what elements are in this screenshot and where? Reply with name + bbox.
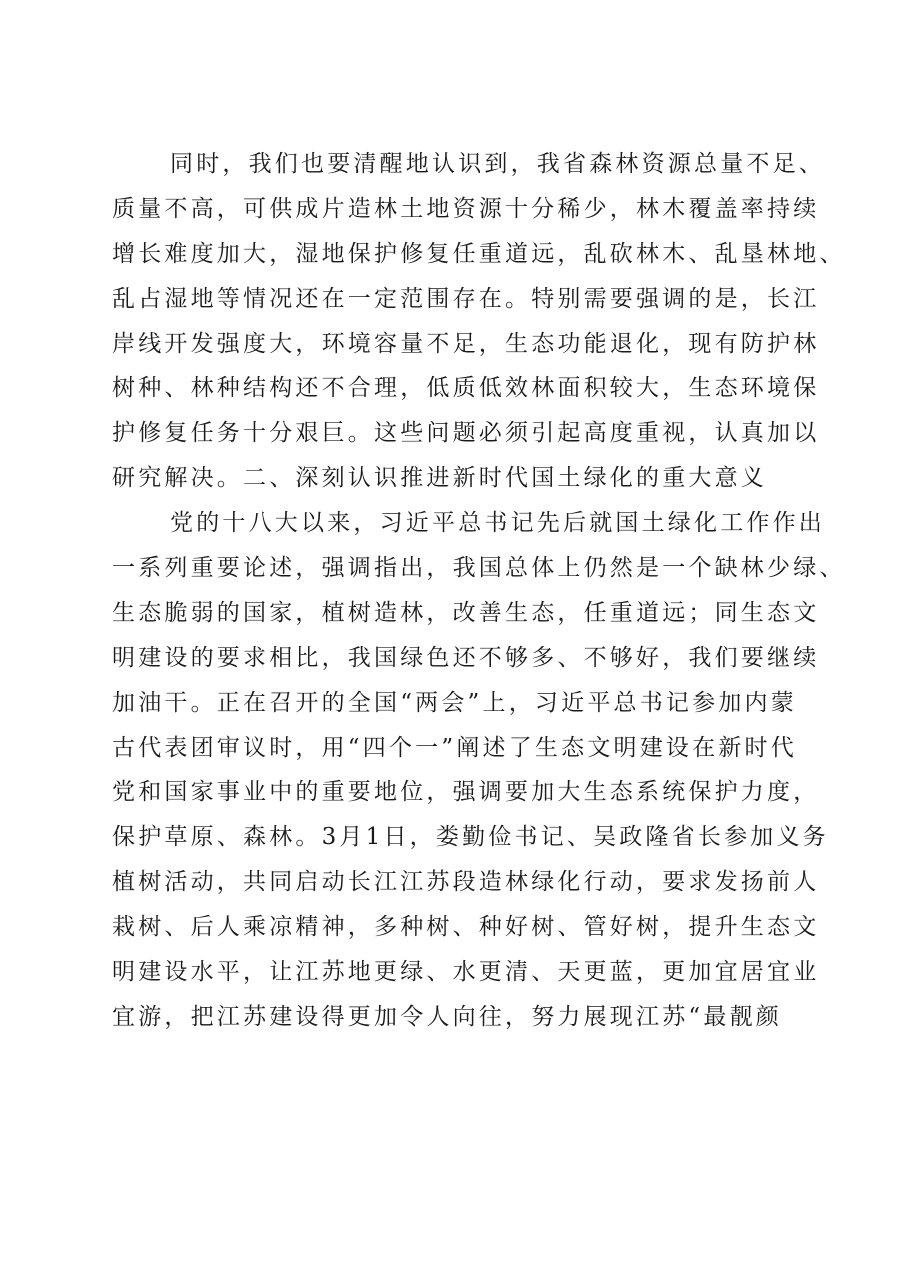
paragraph-line: 党的十八大以来，习近平总书记先后就国土绿化工作作出 — [170, 510, 825, 537]
paragraph-line: 保护草原、森林。3月1日，娄勤俭书记、吴政隆省长参加义务 — [112, 824, 829, 851]
paragraph-line: 植树活动，共同启动长江江苏段造林绿化行动，要求发扬前人 — [112, 869, 820, 896]
paragraph-line: 乱占湿地等情况还在一定范围存在。特别需要强调的是，长江 — [112, 285, 820, 312]
paragraph-line: 研究解决。二、深刻认识推进新时代国土绿化的重大意义 — [112, 465, 767, 492]
paragraph-line: 加油干。正在召开的全国“两会”上，习近平总书记参加内蒙 — [112, 689, 797, 716]
paragraph-line: 同时，我们也要清醒地认识到，我省森林资源总量不足、 — [170, 151, 825, 177]
body-text — [112, 142, 846, 1040]
paragraph-line: 宜游，把江苏建设得更加令人向往，努力展现江苏“最靓颜 — [112, 1003, 782, 1030]
paragraph-line: 岸线开发强度大，环境容量不足，生态功能退化，现有防护林 — [112, 330, 820, 357]
paragraph-line: 质量不高，可供成片造林土地资源十分稀少，林木覆盖率持续 — [112, 195, 820, 222]
paragraph-line: 明建设水平，让江苏地更绿、水更清、天更蓝，更加宜居宜业 — [112, 959, 820, 986]
paragraph-line: 增长难度加大，湿地保护修复任重道远，乱砍林木、乱垦林地、 — [112, 240, 846, 267]
paragraph-line: 明建设的要求相比，我国绿色还不够多、不够好，我们要继续 — [112, 644, 820, 671]
paragraph-line: 生态脆弱的国家，植树造林，改善生态，任重道远；同生态文 — [112, 599, 820, 626]
paragraph-line: 树种、林种结构还不合理，低质低效林面积较大，生态环境保 — [112, 375, 820, 402]
paragraph-line: 古代表团审议时，用“四个一”阐述了生态文明建设在新时代 — [112, 734, 797, 761]
paragraph-line: 栽树、后人乘凉精神，多种树、种好树、管好树，提升生态文 — [112, 914, 820, 941]
paragraph-line: 一系列重要论述，强调指出，我国总体上仍然是一个缺林少绿、 — [112, 555, 846, 582]
paragraph-line: 党和国家事业中的重要地位，强调要加大生态系统保护力度， — [112, 779, 820, 806]
paragraph-line: 护修复任务十分艰巨。这些问题必须引起高度重视，认真加以 — [112, 420, 820, 447]
